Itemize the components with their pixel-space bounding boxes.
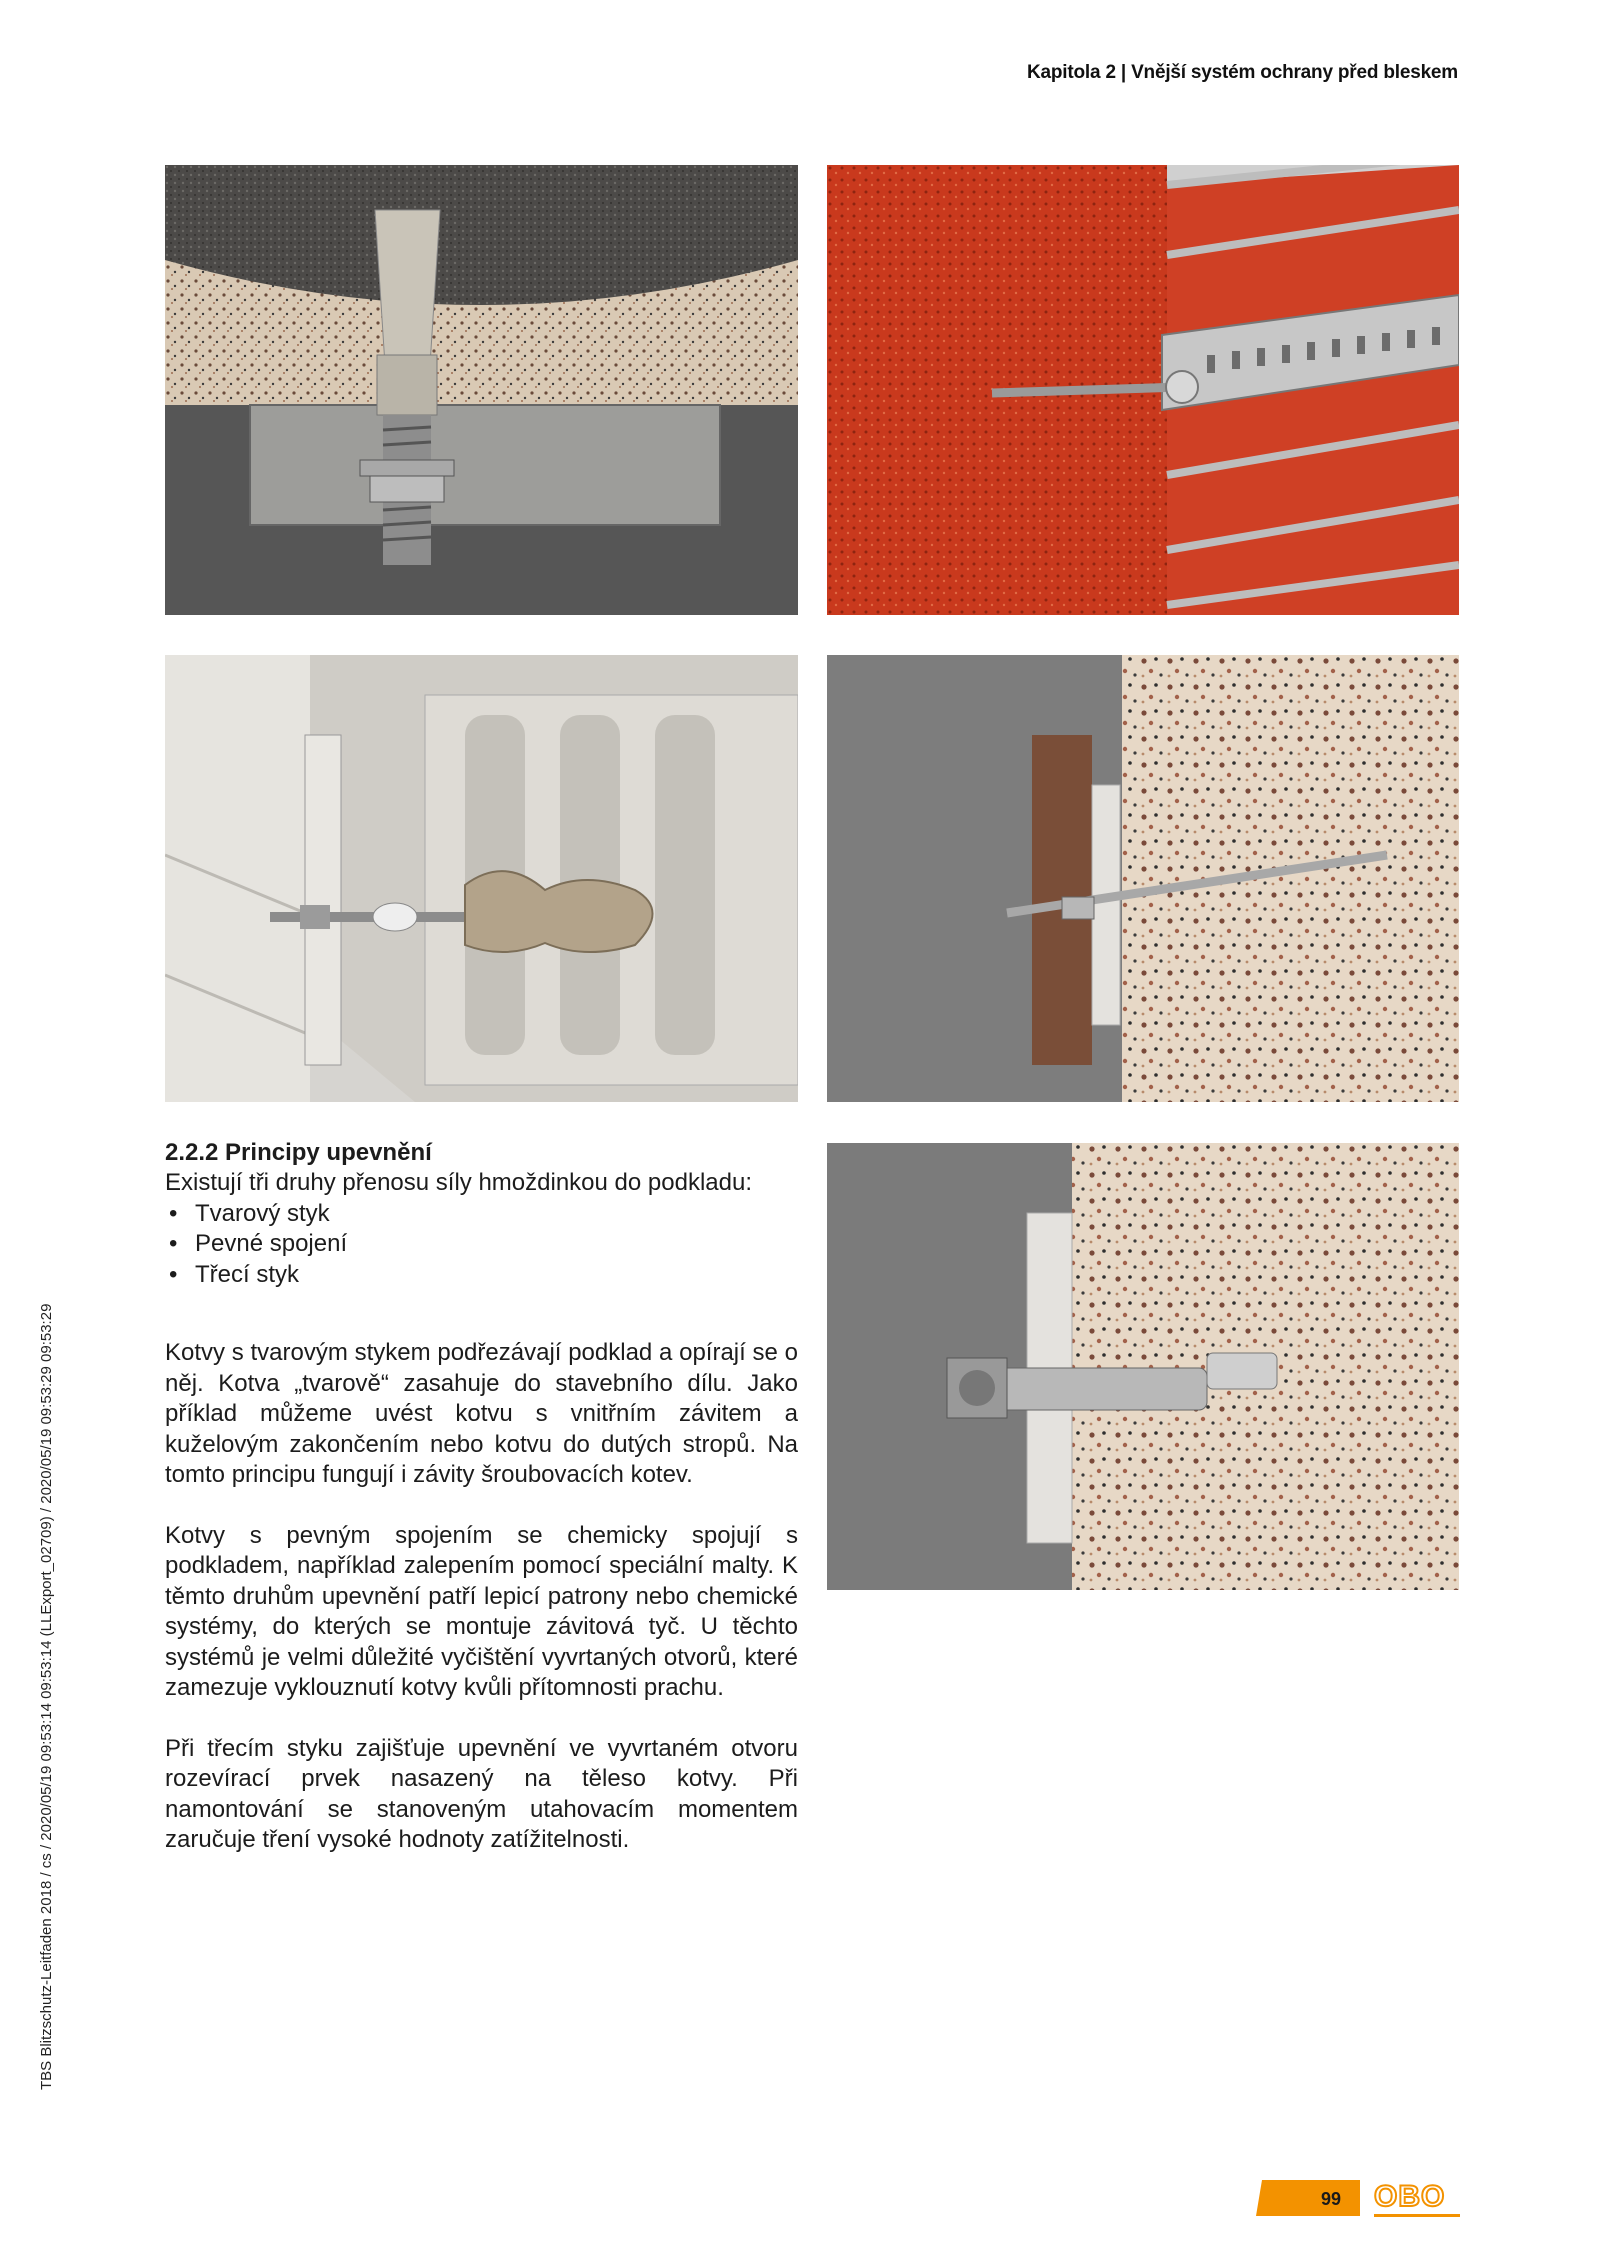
hollow-brick-chemical-anchor-illustration: [165, 655, 798, 1102]
brick-wall-screw-rail-illustration: [827, 165, 1459, 615]
obo-logo: OBO: [1374, 2180, 1446, 2213]
intro-paragraph: Existují tři druhy přenosu síly hmoždinkou do podkladu:: [165, 1169, 752, 1196]
threaded-rod-concrete-illustration: [827, 655, 1459, 1102]
list-item: • Pevné spojení: [169, 1230, 348, 1257]
chapter-header: Kapitola 2 | Vnější systém ochrany před bleskem: [1027, 62, 1458, 83]
bullet-text: Tvarový styk: [195, 1199, 330, 1227]
print-metadata-vertical: TBS Blitzschutz-Leitfaden 2018 / cs / 2020/05/19 09:53:14 09:53:14 (LLExport_02709) / 2020/05/19 09:53:29 09:53:29: [38, 1303, 55, 2090]
ceiling-anchor-illustration: [165, 165, 798, 615]
text-column: [165, 1138, 798, 1856]
page-number: 99: [1320, 2189, 1342, 2209]
bullet-text: Pevné spojení: [195, 1230, 348, 1257]
logo-underline: [1374, 2214, 1460, 2217]
expansion-bolt-concrete-illustration: [827, 1143, 1459, 1590]
bullet-text: Třecí styk: [195, 1260, 300, 1288]
paragraph: Kotvy s pevným spojením se chemicky spojují s podkladem, například zalepením pomocí speciální malty. K těmto druhům upevnění patří lepicí patrony nebo chemické systémy, do kterých se montuje závitová tyč. U těchto systémů je velmi důležité vyčištění vyvrtaných otvorů, které zamezuje vyklouznutí kotvy kvůli přítomnosti prachu.: [165, 1521, 798, 1701]
list-item: • Třecí styk: [169, 1260, 300, 1288]
list-item: • Tvarový styk: [169, 1199, 330, 1227]
paragraph: Při třecím styku zajišťuje upevnění ve vyvrtaném otvoru rozevírací prvek nasazený na těleso kotvy. Při namontování se stanoveným utahovacím momentem zaručuje tření vysoké hodnoty zatížitelnosti.: [165, 1734, 798, 1853]
paragraph: Kotvy s tvarovým stykem podřezávají podklad a opírají se o něj. Kotva „tvarově“ zasahuje do stavebního dílu. Jako příklad můžeme uvést kotvu s vnitřním závitem a kuželovým zakončením nebo kotvu do dutých stropů. Na tomto principu fungují i závity šroubovacích kotev.: [165, 1339, 798, 1488]
section-heading: 2.2.2 Principy upevnění: [165, 1139, 432, 1166]
bullet-list: [165, 1199, 798, 1291]
